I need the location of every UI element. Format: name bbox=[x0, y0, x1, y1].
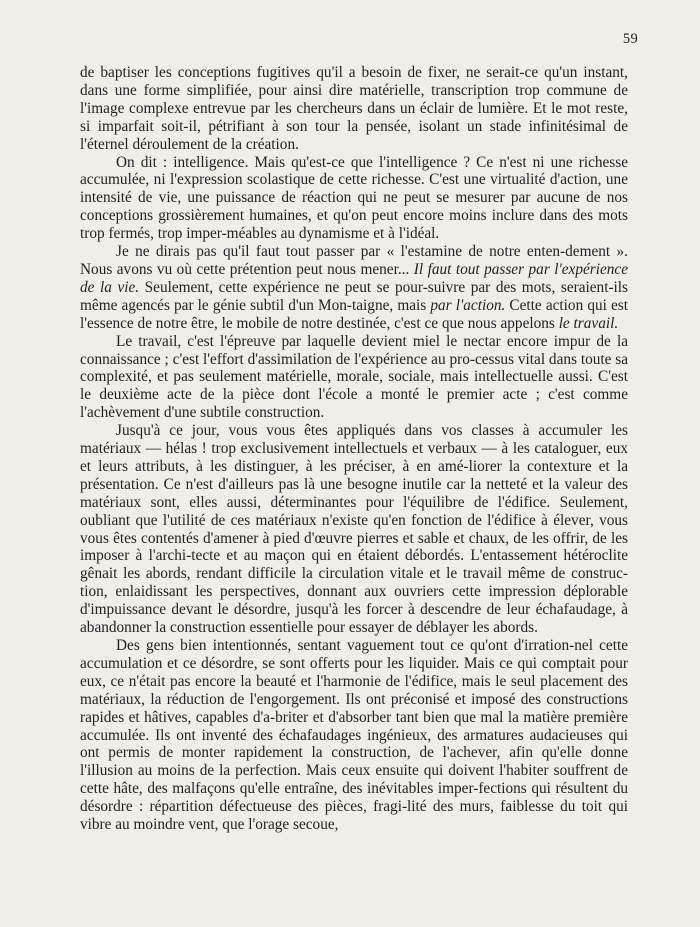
paragraph bbox=[80, 422, 628, 637]
text-run: Jusqu'à ce jour, vous vous êtes appliqués dans vos classes à accumuler les matériaux — hélas ! trop exclusivement intellectuels et verbaux — à les cataloguer, eux et leurs attributs, à les distinguer, à les préciser, à en amé-liorer la contexture et la présentation. Ce n'est d'ailleurs pas là une besogne inutile car la netteté et la valeur des matériaux sont, elles aussi, déterminantes pour l'équilibre de l'édifice. Seulement, oubliant que l'utilité de ces matériaux n'existe qu'en fonction de l'édifice à élever, vous vous êtes contentés d'amener à pied d'œuvre pierres et sable et chaux, de les offrir, de les imposer à l'archi-tecte et au maçon qui en étaient débordés. L'entassement hétéroclite gênait les abords, rendant difficile la circulation vitale et le travail même de construc-tion, enlaidissant les perspectives, donnant aux ouvriers cette impression déplorable d'impuissance devant le désordre, jusqu'à les forcer à descendre de leur échafaudage, à abandonner la construction essentielle pour essayer de déblayer les abords. bbox=[80, 422, 628, 637]
paragraph bbox=[80, 64, 628, 154]
italic-phrase: par l'action. bbox=[430, 296, 506, 314]
italic-phrase: Il faut tout passer par l'expérience de la vie. bbox=[80, 260, 628, 296]
text-run: Le travail, c'est l'épreuve par laquelle devient miel le nectar encore impur de la connaissance ; c'est l'effort d'assimilation de l'expérience au pro-cessus vital dans toute sa complexité, et pas seulement matérielle, morale, sociale, mais intellectuelle aussi. C'est le deuxième acte de la pièce dont l'école a monté le premier acte ; c'est comme l'achèvement d'une subtile construction. bbox=[80, 332, 628, 422]
paragraph bbox=[80, 243, 628, 333]
text-run: Seulement, cette expérience ne peut se pour-suivre par des mots, seraient-ils même agencés par le génie subtil d'un Mon-taigne, mais bbox=[80, 278, 628, 314]
page-number: 59 bbox=[622, 31, 638, 47]
paragraph bbox=[80, 154, 628, 244]
italic-phrase: le travail. bbox=[558, 314, 619, 332]
text-run: Des gens bien intentionnés, sentant vaguement tout ce qu'ont d'irration-nel cette accumulation et ce désordre, se sont offerts pour les liquider. Mais ce qui comptait pour eux, ce n'était pas encore la beauté et l'harmonie de l'édifice, mais le seul placement des matériaux, la réduction de l'engorgement. Ils ont préconisé et imposé des constructions rapides et hâtives, capables d'a-briter et d'absorber tant bien que mal la matière première accumulée. Ils ont inventé des échafaudages ingénieux, des armatures audacieuses qui ont permis de monter rapidement la construction, de l'achever, afin qu'elle donne l'illusion au moins de la perfection. Mais ceux ensuite qui doivent l'habiter souffrent de cette hâte, des malfaçons qu'elle entraîne, des inévitables imper-fections qui résultent du désordre : répartition défectueuse des pièces, fragi-lité des murs, faiblesse du toit qui vibre au moindre vent, que l'orage secoue, bbox=[80, 637, 628, 834]
body-text bbox=[80, 64, 628, 834]
text-run: Cette action qui est l'essence de notre être, le mobile de notre destinée, c'est ce que nous appelons bbox=[80, 296, 628, 332]
text-run: On dit : intelligence. Mais qu'est-ce que l'intelligence ? Ce n'est ni une richesse accumulée, ni l'expression scolastique de cette richesse. C'est une virtualité d'action, une intensité de vie, une puissance de réaction qui ne peut se mesurer par aucune de nos conceptions grossièrement humaines, et qu'on peut encore moins inclure dans des mots trop fermés, trop imper-méables au dynamisme et à l'idéal. bbox=[80, 153, 628, 243]
text-run: de baptiser les conceptions fugitives qu'il a besoin de fixer, ne serait-ce qu'un instant, dans une forme simplifiée, pour ainsi dire matérielle, transcription trop commune de l'image complexe entrevue par les chercheurs dans un éclair de lumière. Et le mot reste, si imparfait soit-il, pétrifiant à son tour la pensée, isolant un stade infinitésimal de l'éternel déroulement de la création. bbox=[80, 64, 628, 153]
paragraph bbox=[80, 637, 628, 834]
text-run: Je ne dirais pas qu'il faut tout passer par « l'estamine de notre enten-dement ». Nous avons vu où cette prétention peut nous mener... bbox=[80, 243, 628, 278]
paragraph bbox=[80, 333, 628, 423]
